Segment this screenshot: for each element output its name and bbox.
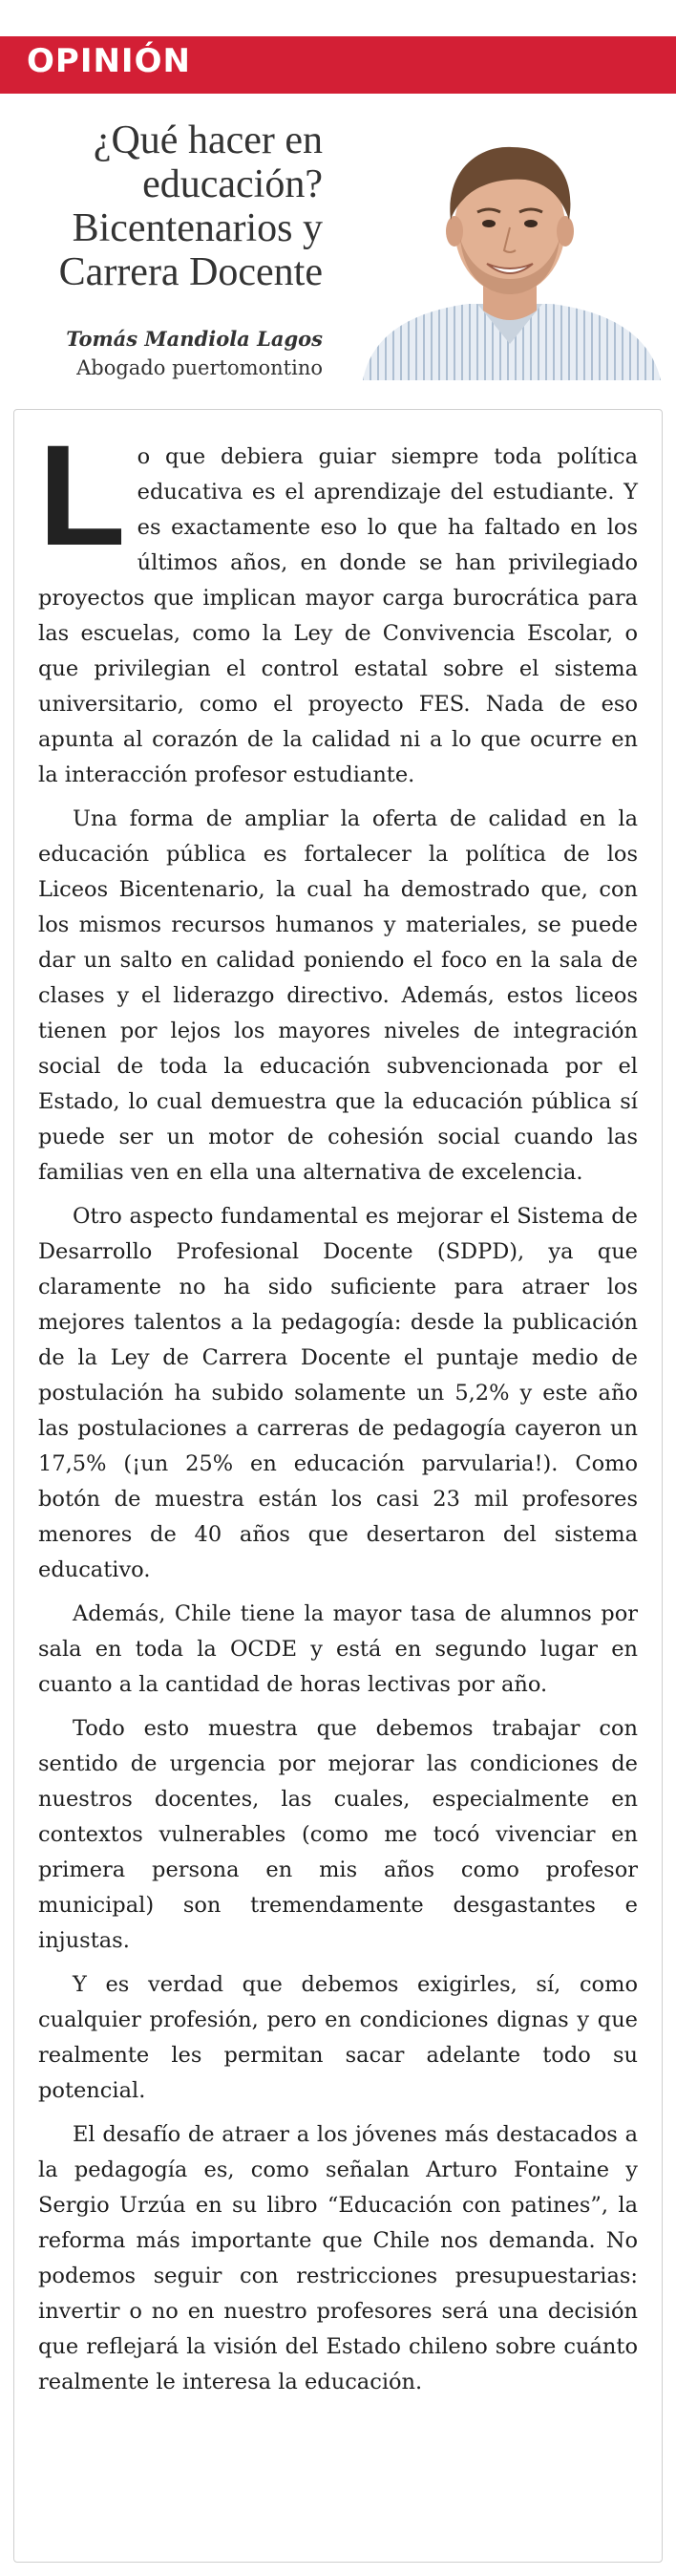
section-label: OPINIÓN (27, 42, 191, 80)
author-name: Tomás Mandiola Lagos (66, 327, 323, 351)
headline-line: educación? (142, 162, 323, 206)
body-paragraph: Todo esto muestra que debemos trabajar con sentido de urgencia por mejorar las condiciones de nuestros docentes, las cuales, especialmente en contextos vulnerables (como me tocó vivenciar en primera persona en mis años como profesor municipal) son tremendamente desgastantes e injustas. (38, 1716, 638, 1953)
body-paragraph: Una forma de ampliar la oferta de calidad en la educación pública es fortalecer la política de los Liceos Bicentenario, la cual ha demostrado que, con los mismos recursos humanos y materiales, se puede dar un salto en calidad poniendo el foco en la sala de clases y el liderazgo directivo. Además, estos liceos tienen por lejos los mayores niveles de integración social de toda la educación subvencionada por el Estado, lo cual demuestra que la educación pública sí puede ser un motor de cohesión social cuando las familias ven en ella una alternativa de excelencia. (38, 806, 638, 1185)
paragraph-text: o que debiera guiar siempre toda política educativa es el aprendizaje del estudiante. Y es exactamente eso lo que ha faltado en los últimos años, en donde se han privilegiado proyectos que implican mayor carga burocrática para las escuelas, como la Ley de Convivencia Escolar, o que privilegian el control estatal sobre el sistema universitario, como el proyecto FES. Nada de eso apunta al corazón de la calidad ni a lo que ocurre en la interacción profesor estudiante. (38, 444, 638, 787)
body-paragraph (38, 415, 638, 793)
headline-line: Bicentenarios y (72, 206, 323, 250)
headline-line: ¿Qué hacer en (93, 118, 323, 162)
author-byline (66, 327, 323, 379)
body-paragraph: Además, Chile tiene la mayor tasa de alumnos por sala en toda la OCDE y está en segundo lugar en cuanto a la cantidad de horas lectivas por año. (38, 1601, 638, 1697)
body-paragraph: Y es verdad que debemos exigirles, sí, como cualquier profesión, pero en condiciones dignas y que realmente les permitan sacar adelante todo su potencial. (38, 1972, 638, 2103)
body-paragraph: Otro aspecto fundamental es mejorar el Sistema de Desarrollo Profesional Docente (SDPD), ya que claramente no ha sido suficiente para atraer los mejores talentos a la pedagogía: desde la publicación de la Ley de Carrera Docente el puntaje medio de postulación ha subido solamente un 5,2% y este año las postulaciones a carreras de pedagogía cayeron un 17,5% (¡un 25% en educación parvularia!). Como botón de muestra están los casi 23 mil profesores menores de 40 años que desertaron del sistema educativo. (38, 1204, 638, 1582)
article-body (38, 415, 638, 2409)
body-paragraph: El desafío de atraer a los jóvenes más destacados a la pedagogía es, como señalan Arturo Fontaine y Sergio Urzúa en su libro “Educación con patines”, la reforma más importante que Chile nos demanda. No podemos seguir con restricciones presupuestarias: invertir o no en nuestro profesores será una decisión que reflejará la visión del Estado chileno sobre cuánto realmente le interesa la educación. (38, 2122, 638, 2394)
author-role: Abogado puertomontino (76, 356, 323, 379)
headline-line: Carrera Docente (58, 250, 323, 294)
author-portrait-icon (344, 124, 676, 380)
section-banner (0, 36, 676, 92)
drop-cap: L (38, 415, 126, 575)
article-headline (17, 118, 323, 294)
section-divider (0, 92, 676, 94)
